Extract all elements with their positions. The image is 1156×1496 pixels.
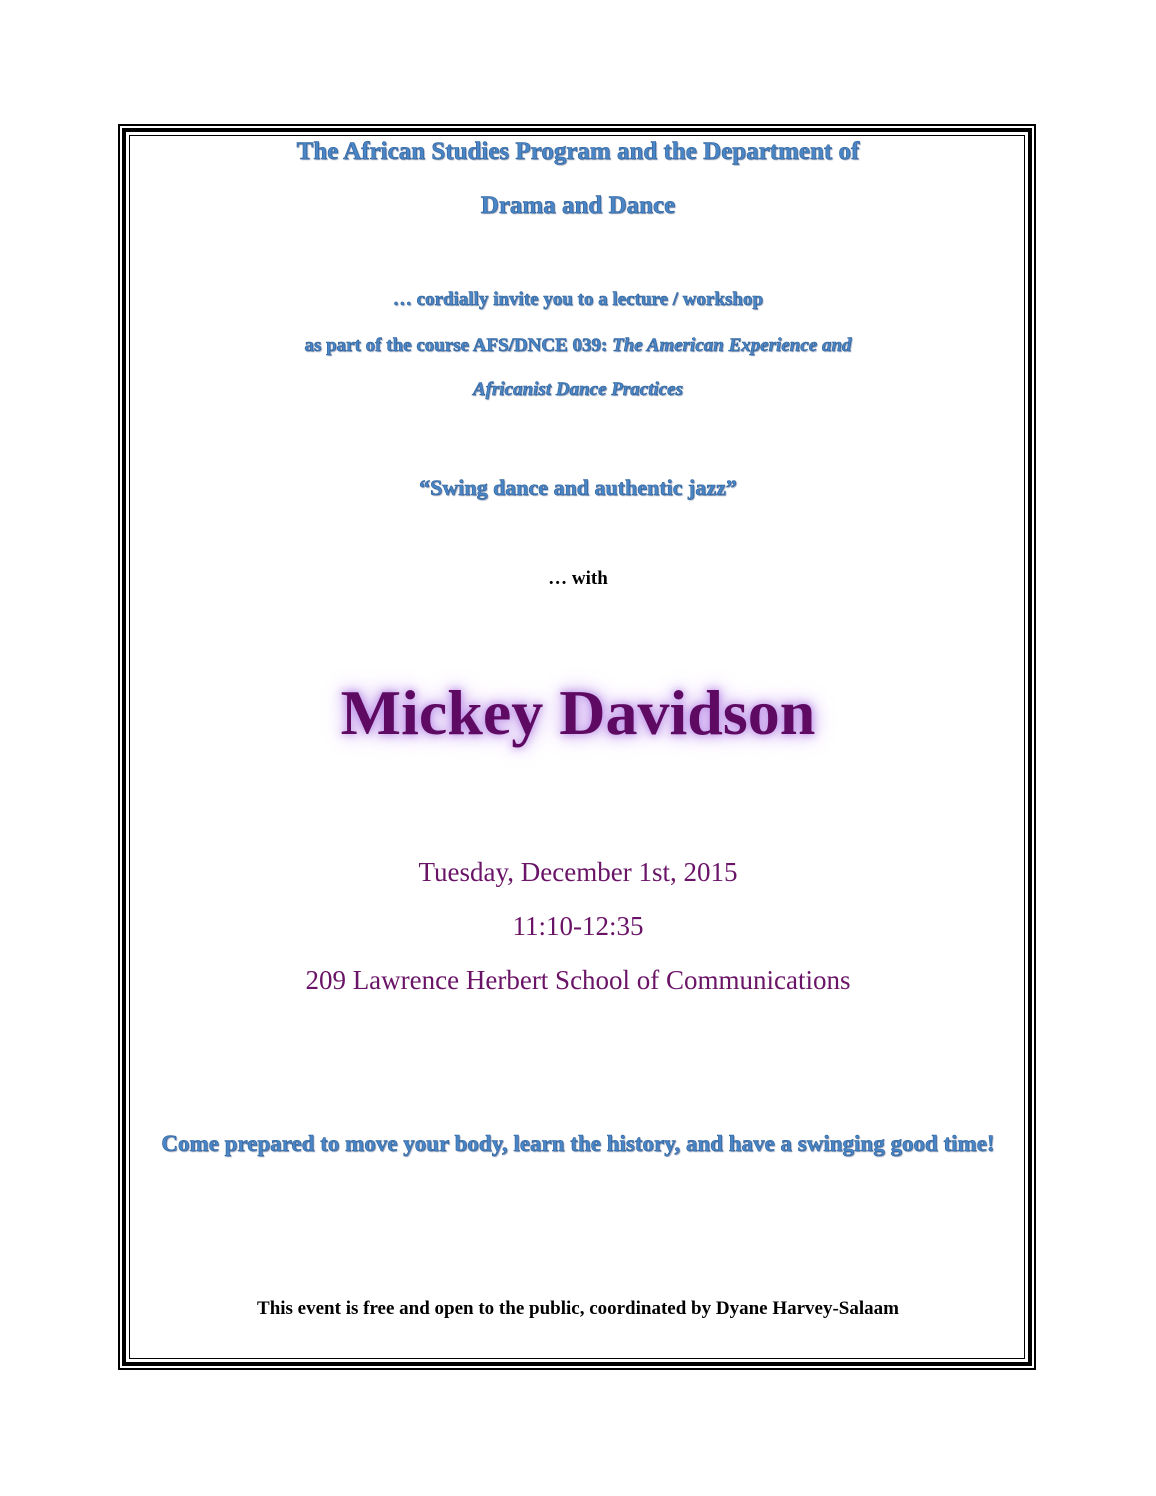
invite-course-title-part1: The American Experience and [612,335,852,356]
closing-message: Come prepared to move your body, learn the history, and have a swinging good time! [161,1131,995,1156]
speaker-name: Mickey Davidson [340,677,816,748]
event-location: 209 Lawrence Herbert School of Communications [305,965,851,995]
invite-line-2 [130,335,1026,357]
invite-course-prefix: as part of the course AFS/DNCE 039: [304,335,613,356]
with-text: … with [548,568,608,589]
footer-note: This event is free and open to the public, coordinated by Dyane Harvey-Salaam [257,1298,899,1319]
header-line-1: The African Studies Program and the Department of [296,138,860,165]
event-date: Tuesday, December 1st, 2015 [418,857,738,887]
event-time: 11:10-12:35 [512,911,644,941]
invite-course-title-part2: Africanist Dance Practices [472,379,684,400]
header-line-2: Drama and Dance [480,192,676,219]
invite-line-1: … cordially invite you to a lecture / workshop [392,289,764,310]
talk-title: “Swing dance and authentic jazz” [419,475,737,500]
